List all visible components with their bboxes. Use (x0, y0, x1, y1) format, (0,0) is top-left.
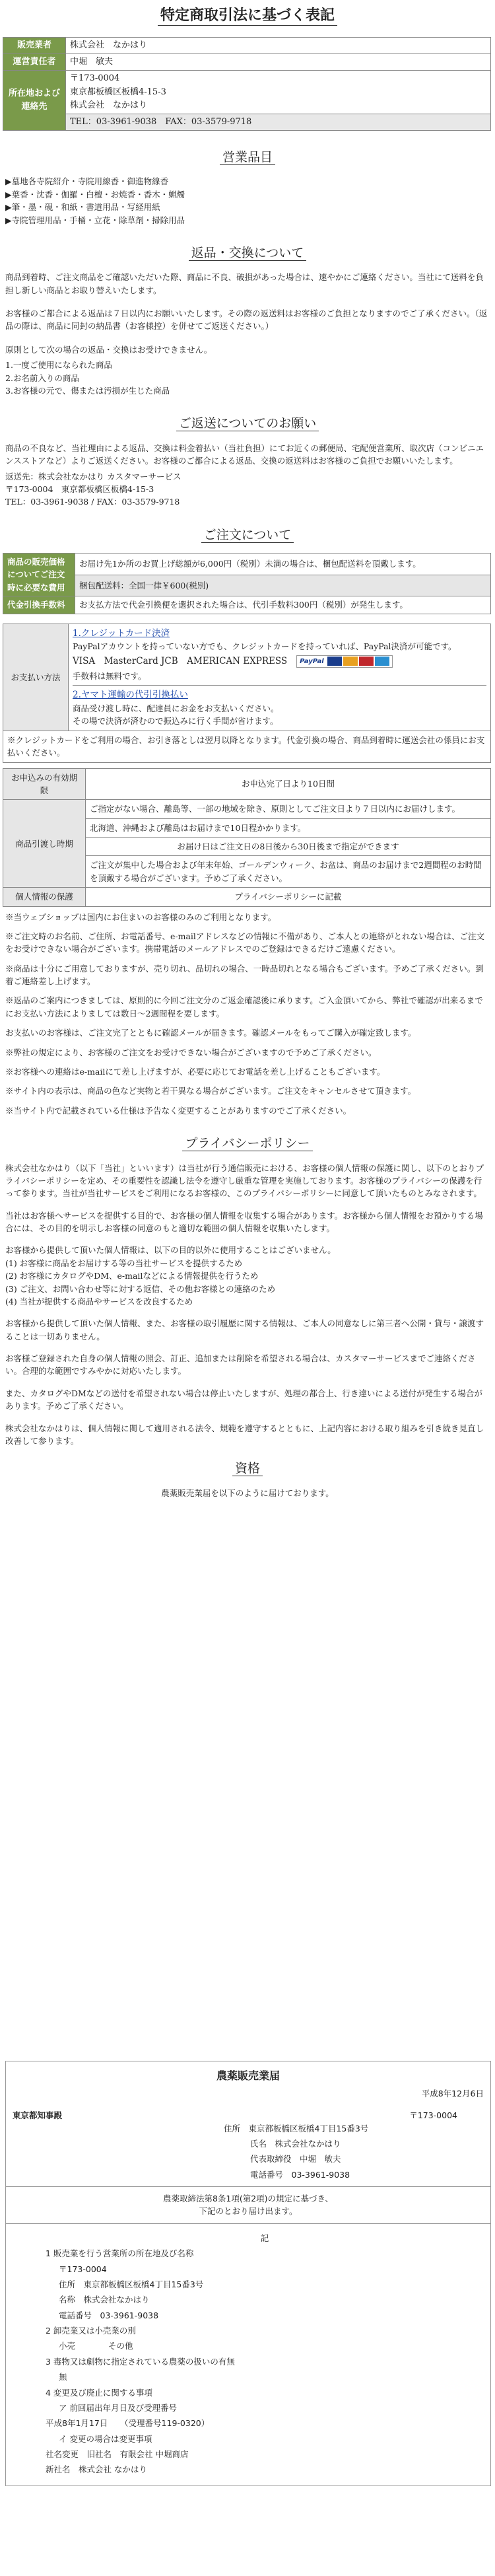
card-brands: VISA MasterCard JCB AMERICAN EXPRESS (73, 655, 288, 666)
order-heading: ご注文について (0, 526, 495, 545)
sendback-heading: ご返送についてのお願い (0, 414, 495, 433)
returns-block: 商品到着時、ご注文商品をご確認いただいた際、商品に不良、破損があった場合は、速やかにご連絡ください。当社にて送料を負担し新しい商品とお取り替えいたします。 お客様のご都合による返品は７日以内にお願いいたします。その際の返送料はお客様のご負担となりますのでご了承ください。（返品の際は、商品に同封の納品書（お客様控）を併せてご返送ください。） 原則として次の場合の返品・交換はお受けできません。 1.一度ご使用になられた商品 2.お名前入りの商品 3.お客様の元で、傷または汚損が生じた商品 (0, 271, 495, 397)
cod-link[interactable]: 2.ヤマト運輸の代引引換払い (73, 690, 188, 701)
list-item: ▶筆・墨・硯・和紙・書道用品・写経用紙 (5, 202, 160, 213)
notes-block: ※当ウェブショップは国内にお住まいのお客様のみのご利用となります。 ※ご注文時のお名前、ご住所、お電話番号、e-mailアドレスなどの情報に不備があり、ご本人との連絡がとれない場合は、ご注文をお受けできない場合がございます。携帯電話のメールアドレスでのご登録はできるだけご遠慮ください。 ※商品は十分にご用意しておりますが、売り切れ、品切れの場合、一時品切れとなる場合もございます。予めご了承ください。到着ご連絡差し上げます。 ※返品のご案内につきましては、原則的に今回ご注文分のご返金確認後に承ります。ご入金頂いてから、弊社で確認が出来るまでにお支払い方法によりましては数日～2週間程を要します。 お支払いのお客様は、ご注文完了とともに確認メールが届きます。確認メールをもってご購入が確定致します。 ※弊社の規定により、お客様のご注文をお受けできない場合がございますので予めご了承ください。 ※お客様への連絡はe-mailにて差し上げますが、必要に応じてお電話を差し上げることもございます。 ※サイト内の表示は、商品の色など実物と若干異なる場合がございます。ご注文をキャンセルさせて頂きます。 ※当サイト内で記載されている仕様は予告なく変更することがありますのでご了承ください。 (5, 912, 485, 1116)
products-heading: 営業品目 (0, 148, 495, 167)
doc-date: 平成8年12月6日 (421, 2088, 484, 2098)
payment-methods: 1.クレジットカード決済 PayPalアカウントを持っていない方でも、クレジットカードを持っていれば、PayPal決済が可能です。 VISA MasterCard JCB AMERICAN EXPRESS PayPal 手数料は無料です。 2.ヤマト運輸の代引引換払い 商品受け渡し時に、配達員にお金をお支払いください。 その場で決済が済むので振込みに行く手間が省けます。 (69, 624, 491, 731)
price-label: 商品の販売価格についてご注文時に必要な費用 (3, 554, 75, 596)
cod-fee-label: 代金引換手数料 (3, 596, 75, 614)
manager-label: 運営責任者 (3, 54, 66, 71)
products-list (0, 175, 495, 227)
list-item: 1.一度ご使用になられた商品 (5, 360, 112, 371)
doc-title: 農薬販売業届 (216, 2069, 280, 2082)
payment-note: ※クレジットカードをご利用の場合、お引き落としは翌月以降となります。代金引換の場合、商品到着時に運送会社の係員にお支払いください。 (3, 731, 491, 762)
sendback-block: 商品の不良など、当社理由による返品、交換は料金着払い（当社負担）にてお近くの郵便局、宅配便営業所、取次店（コンビニエンスストアなど）よりご返送ください。お客様のご都合による返品、交換の返送料はお客様のご負担でお願いいたします。 返送先：株式会社なかはり カスタマーサービス 〒173-0004 東京都板橋区板橋4-15-3 TEL：03-3961-9038 / FAX：03-3579-9718 (5, 443, 484, 507)
address-value: 〒173-0004 東京都板橋区板橋4-15-3 株式会社 なかはり (66, 71, 491, 114)
order-table: 商品の販売価格についてご注文時に必要な費用 お届け先1か所のお買上げ総額が6,000円（税別）未満の場合は、梱包配送料を頂戴します。 梱包配送料：全国一律￥600(税別) 代金引換手数料 お支払方法で代金引換便を選択された場合は、代引手数料300円（税別）が発生します。 (3, 553, 491, 614)
address-label: 所在地および連絡先 (3, 71, 66, 131)
payment-label: お支払い方法 (3, 624, 69, 731)
list-item: 2.お名前入りの商品 (5, 373, 79, 383)
privacy-heading: プライバシーポリシー (0, 1134, 495, 1153)
privacy-block: 株式会社なかはり（以下「当社」といいます）は当社が行う通信販売における、お客様の個人情報の保護に関し、以下のとおりプライバシーポリシーを定め、その重要性を認識し法令を遵守し厳重な管理を実施しております。お客様のプライバシーの保護を行って参ります。当社が当社サービスをご利用になるお客様の、このプライバシーポリシーに同意して頂いたものとみなされます。 当社はお客様へサービスを提供する目的で、お客様の個人情報を収集する場合があります。お客様から個人情報をお預かりする場合には、その目的を明示しお客様の同意のもと適切な範囲の個人情報を収集いたします。 お客様から提供して頂いた個人情報は、以下の目的以外に使用することはございません。 (1) お客様に商品をお届けする等の当社サービスを提供するため (2) お客様にカタログやDM、e-mailなどによる情報提供を行うため (3) ご注文、お問い合わせ等に対する返信、その他お客様との連絡のため (4) 当社が提供する商品やサービスを改良するため お客様から提供して頂いた個人情報、また、お客様の取引履歴に関する情報は、ご本人の同意なしに第三者へ公開・貸与・譲渡することは一切ありません。 お客様ご登録された自身の個人情報の照会、訂正、追加または削除を希望される場合は、カスタマーサービスまでご連絡ください。合理的な範囲ですみやかに対応いたします。 また、カタログやDMなどの送付を希望されない場合は停止いたしますが、処理の都合上、行き違いによる送付が発生する場合があります。予めご了承ください。 株式会社なかはりは、個人情報に関して適用される法令、規範を遵守するとともに、上記内容における取り組みを引き続き見直し改善して参ります。 (5, 1163, 484, 1446)
list-item: ▶寺院管理用品・手桶・立花・除草剤・掃除用品 (5, 215, 185, 225)
page-title: 特定商取引法に基づく表記 (0, 4, 495, 30)
manager-value: 中堀 敏夫 (66, 54, 491, 71)
credit-card-link[interactable]: 1.クレジットカード決済 (73, 627, 170, 639)
paypal-logo: PayPal (296, 655, 393, 668)
license-heading: 資格 (0, 1459, 495, 1478)
seller-info-table (3, 37, 491, 131)
list-item: ▶葉香・沈香・伽羅・白檀・お焼香・香木・蝋燭 (5, 189, 185, 199)
payment-table (3, 624, 491, 763)
license-document: 農薬販売業届 平成8年12月6日 東京都知事殿 〒173-0004 住所 東京都板橋区板橋4丁目15番3号 氏名 株式会社なかはり 代表取締役 中堀 敏夫 電話番号 03-3961-9038 農薬取締法第8条1項(第2項)の規定に基づき、 下記のとおり届け出ます。 記 1 販売業を行う営業所の所在地及び名称 〒173-0004 住所 東京都板橋区板橋4丁目15番3号 名称 株式会社なかはり 電話番号 03-3961-9038 2 卸売業又は小売業の別 小売 その他 3 毒物又は劇物に指定されている農薬の扱いの有無 無 4 変更及び廃止に関する事項 ア 前回届出年月日及び受理番号 平成8年1月17日 （受理番号119-0320） イ 変更の場合は変更事項 社名変更 旧社名 有限会社 中堀商店 新社名 株式会社 なかはり (5, 2061, 491, 2486)
returns-heading: 返品・交換について (0, 244, 495, 263)
license-caption: 農薬販売業届を以下のように届けております。 (161, 1487, 334, 1498)
list-item: 3.お客様の元で、傷または汚損が生じた商品 (5, 385, 170, 396)
seller-value: 株式会社 なかはり (66, 38, 491, 54)
list-item: ▶墓地各寺院紹介・寺院用線香・御進物線香 (5, 176, 169, 187)
tel-fax: TEL：03-3961-9038 FAX：03-3579-9718 (66, 114, 491, 130)
conditions-table: お申込みの有効期限 お申込完了日より10日間 商品引渡し時期 ご指定がない場合、離島等、一部の地域を除き、原則としてご注文日より７日以内にお届けします。 北海道、沖縄および離島はお届けまで10日程かかります。 お届け日はご注文日の8日後から30日後まで指定ができます ご注文が集中した場合および年末年始、ゴールデンウィーク、お盆は、商品のお届けまで2週間程のお時間を頂戴する場合がございます。予めご了承ください。 個人情報の保護 プライバシーポリシーに記載 (3, 768, 491, 907)
seller-label: 販売業者 (3, 38, 66, 54)
